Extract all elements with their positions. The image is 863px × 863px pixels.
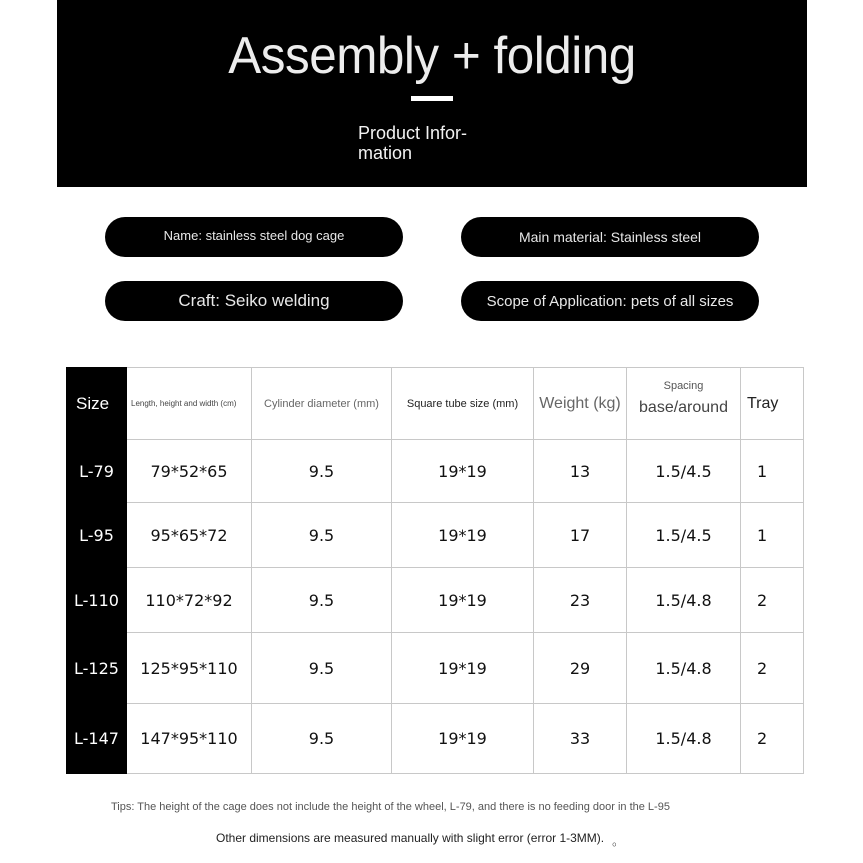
header-size: Size: [67, 368, 127, 440]
cell-size: L-79: [67, 440, 127, 503]
title-underline-divider: [411, 96, 453, 101]
cell-square-tube: 19*19: [392, 568, 534, 633]
page-title: Assembly + folding: [228, 27, 636, 85]
cell-square-tube: 19*19: [392, 704, 534, 774]
cell-spacing: 1.5/4.5: [627, 503, 741, 568]
info-pill-material: [461, 217, 759, 257]
measurement-note: [216, 831, 624, 849]
spec-table: [66, 367, 804, 774]
table-header-row: [67, 368, 804, 440]
cell-size: L-125: [67, 633, 127, 704]
cell-square-tube: 19*19: [392, 503, 534, 568]
cell-tray: 2: [741, 568, 804, 633]
cell-weight: 29: [534, 633, 627, 704]
cell-cylinder: 9.5: [252, 633, 392, 704]
header-tray: Tray: [741, 368, 804, 440]
note-period-mark: 。: [612, 834, 625, 848]
cell-tray: 2: [741, 704, 804, 774]
cell-tray: 2: [741, 633, 804, 704]
cell-dimensions: 79*52*65: [127, 440, 252, 503]
table-row: [67, 704, 804, 774]
cell-dimensions: 125*95*110: [127, 633, 252, 704]
cell-weight: 23: [534, 568, 627, 633]
cell-tray: 1: [741, 503, 804, 568]
info-pill-scope: [461, 281, 759, 321]
measurement-note-text: Other dimensions are measured manually with slight error (error 1-3MM).: [216, 831, 605, 845]
cell-cylinder: 9.5: [252, 440, 392, 503]
info-pill-label: Name: stainless steel dog cage: [163, 227, 345, 243]
header-square-tube: Square tube size (mm): [392, 368, 534, 440]
header-weight: Weight (kg): [534, 368, 627, 440]
table-row: [67, 633, 804, 704]
cell-cylinder: 9.5: [252, 503, 392, 568]
tips-text: Tips: The height of the cage does not include the height of the wheel, L-79, and there is no feeding door in the L-95: [111, 801, 670, 813]
table-row: [67, 440, 804, 503]
table-row: [67, 568, 804, 633]
cell-weight: 13: [534, 440, 627, 503]
cell-dimensions: 95*65*72: [127, 503, 252, 568]
header-spacing-label: base/around: [639, 398, 728, 416]
cell-spacing: 1.5/4.8: [627, 704, 741, 774]
cell-spacing: 1.5/4.8: [627, 633, 741, 704]
cell-size: L-147: [67, 704, 127, 774]
info-pill-label: Main material: Stainless steel: [518, 229, 702, 245]
cell-cylinder: 9.5: [252, 704, 392, 774]
cell-tray: 1: [741, 440, 804, 503]
cell-spacing: 1.5/4.8: [627, 568, 741, 633]
info-pill-name: [105, 217, 403, 257]
header-banner: [57, 0, 807, 187]
cell-square-tube: 19*19: [392, 633, 534, 704]
cell-size: L-110: [67, 568, 127, 633]
cell-dimensions: 147*95*110: [127, 704, 252, 774]
info-pill-label: Craft: Seiko welding: [178, 291, 330, 310]
cell-weight: 33: [534, 704, 627, 774]
info-pill-craft: [105, 281, 403, 321]
cell-spacing: 1.5/4.5: [627, 440, 741, 503]
header-dimensions: Length, height and width (cm): [127, 368, 252, 440]
cell-square-tube: 19*19: [392, 440, 534, 503]
cell-cylinder: 9.5: [252, 568, 392, 633]
header-spacing-top: Spacing: [663, 380, 704, 392]
cell-size: L-95: [67, 503, 127, 568]
section-subtitle: Product Infor-mation: [358, 123, 468, 163]
info-pill-label: Scope of Application: pets of all sizes: [486, 292, 734, 310]
table-row: [67, 503, 804, 568]
cell-weight: 17: [534, 503, 627, 568]
cell-dimensions: 110*72*92: [127, 568, 252, 633]
header-spacing: [627, 368, 741, 440]
header-cylinder: Cylinder diameter (mm): [252, 368, 392, 440]
